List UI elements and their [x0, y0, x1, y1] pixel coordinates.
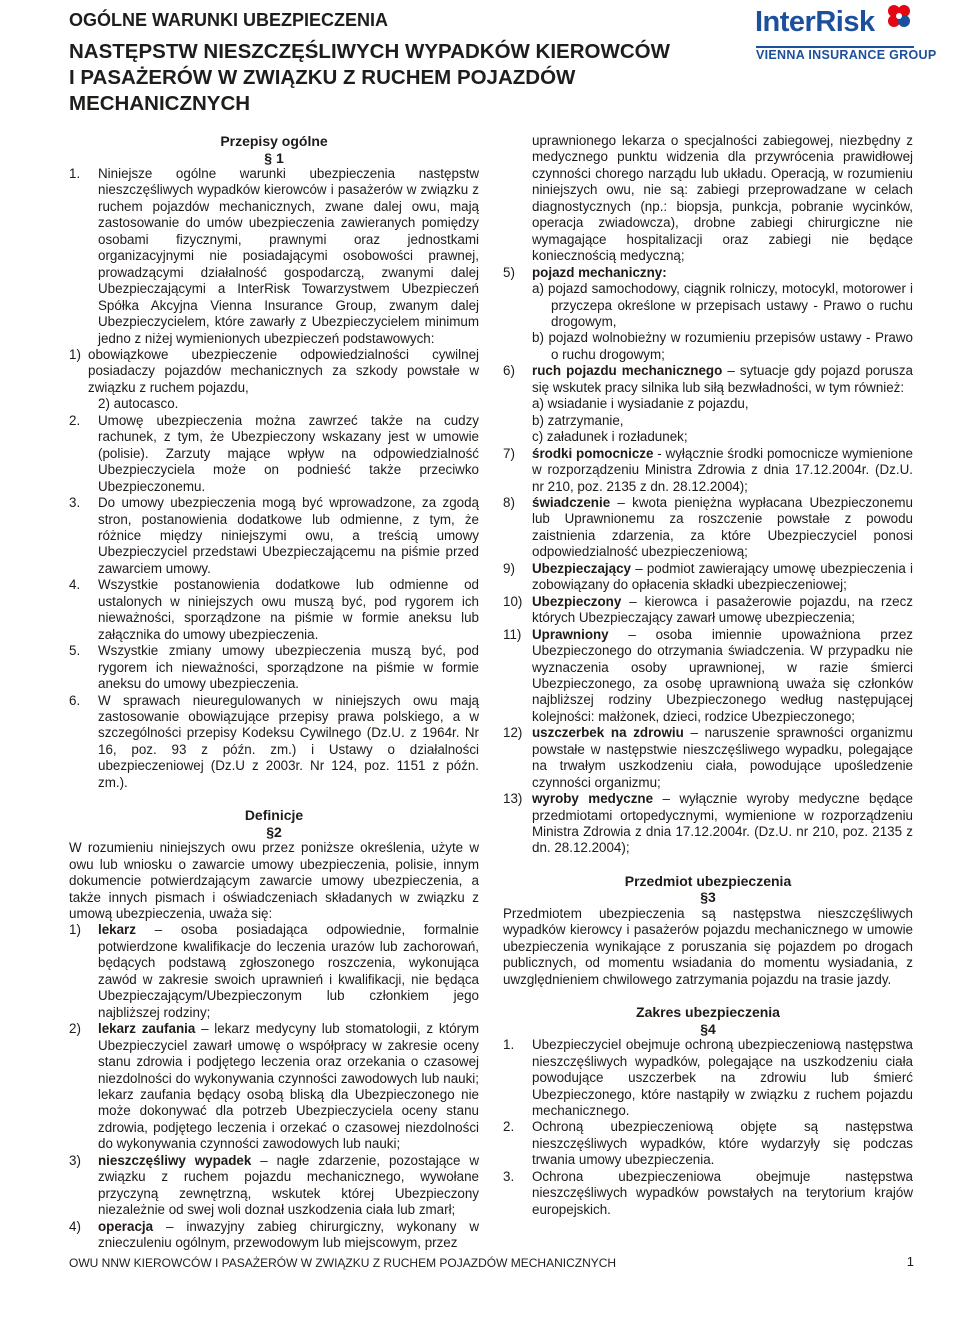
definition-term: świadczenie [532, 494, 611, 510]
list-item [503, 1119, 913, 1168]
footer-text: OWU NNW KIEROWCÓW I PASAŻERÓW W ZWIĄZKU Z RUCHEM POJAZDÓW MECHANICZNYCH [69, 1256, 617, 1270]
sub-list-item: c) załadunek i rozładunek; [532, 429, 688, 445]
sub-list-item: a) pojazd samochodowy, ciągnik rolniczy, motocykl, motorower i przyczepa określone w przepisach ustawy - Prawo o ruchu drogowym, [532, 281, 913, 329]
definition-item [503, 594, 913, 627]
list-item [69, 643, 479, 692]
item-number: 6) [503, 363, 515, 379]
section-title: Przepisy ogólne [220, 133, 328, 149]
item-number: 5. [69, 643, 81, 659]
item-number: 11) [503, 626, 522, 642]
section-intro: W rozumieniu niniejszych owu przez poniższe określenia, użyte w owu lub wniosku o zawarcie umowy ubezpieczenia, polisie, innym dokumencie potwierdzającym zawarcie umowy ubezpieczenia, a także innych pismach i oświadczeniach składanych w związku z umową ubezpieczenia, uważa się: [69, 840, 479, 922]
section-number: §2 [266, 823, 282, 840]
definition-item [503, 265, 913, 364]
item-number: 5) [503, 264, 515, 280]
item-number: 7) [503, 445, 515, 461]
item-text: Wszystkie zmiany umowy ubezpieczenia muszą być, pod rygorem ich nieważności, sporządzone na piśmie w formie aneksu do umowy ubezpieczenia. [98, 643, 479, 692]
definition-item [69, 1219, 479, 1252]
sub-list-item: b) zatrzymanie, [532, 412, 624, 428]
logo-flower-icon [884, 2, 914, 32]
list-item [503, 1037, 913, 1119]
item-number: 3) [69, 1152, 81, 1168]
definition-item [69, 1021, 479, 1153]
item-number: 12) [503, 725, 523, 741]
item-text: Ochrona ubezpieczeniowa obejmuje następstwa nieszczęśliwych wypadków powstałych na terytorium krajów europejskich. [532, 1168, 913, 1217]
item-number: 2) [69, 1021, 81, 1037]
page-number: 1 [906, 1254, 914, 1269]
item-number: 2. [503, 1119, 515, 1135]
sub-list-item [69, 347, 479, 396]
section-number: §4 [700, 1020, 716, 1037]
sub-list-item: a) wsiadanie i wysiadanie z pojazdu, [532, 396, 749, 412]
definition-text: – osoba posiadająca odpowiednie, formalnie potwierdzone kwalifikacje do leczenia urazów lub zachorowań, będących podstawą zgłoszonego roszczenia, wykonująca zawód w zakresie swoich uprawnień i kwalifikacji, nie będąca Ubezpieczającym/Ubezpieczonym lub członkiem jego najbliższej rodziny; [98, 922, 479, 1020]
item-number: 3. [503, 1168, 515, 1184]
logo-brand-text: InterRisk [755, 6, 875, 38]
list-item [69, 577, 479, 643]
section-title: Definicje [244, 807, 304, 824]
item-number: 13) [503, 791, 523, 807]
definition-text: – osoba imiennie upoważniona przez Ubezpieczonego do otrzymania świadczenia. W przypadku nie wyznaczenia osoby uprawnionej, w razie śmierci Ubezpieczonego, za osobę uprawnioną uważa się członków najbliższej rodziny Ubezpieczonego według następującej kolejności: małżonek, dzieci, rodzice Ubezpieczonego; [532, 626, 913, 724]
item-number: 3. [69, 495, 81, 511]
definition-text: – podmiot zawierający umowę ubezpieczenia i zobowiązany do opłacenia składki ubezpieczeniowej; [532, 560, 913, 593]
definition-term: lekarz [98, 922, 136, 938]
section-text: Przedmiotem ubezpieczenia są następstwa nieszczęśliwych wypadków kierowcy i pasażerów pojazdu mechanicznego w umowie ubezpieczenia wynikające z poruszania się pojazdem po drogach publicznych, od momentu wsiadania do momentu wysiadania, z uwzględnieniem chwilowego zatrzymania pojazdu na trasie jazdy. [503, 905, 913, 987]
definition-term: Ubezpieczony [532, 593, 622, 609]
item-number: 1. [503, 1037, 515, 1053]
definition-item [69, 922, 479, 1021]
sub-list-item: b) pojazd wolnobieżny w rozumieniu przepisów ustawy - Prawo o ruchu drogowym; [532, 330, 913, 362]
definition-item [503, 495, 913, 561]
definition-term: pojazd mechaniczny: [532, 264, 667, 280]
definition-term: operacja [98, 1218, 154, 1234]
definition-item [69, 1153, 479, 1219]
definition-item [503, 446, 913, 495]
document-title-line-1: NASTĘPSTW NIESZCZĘŚLIWYCH WYPADKÓW KIEROWCÓW [69, 40, 670, 63]
item-number: 8) [503, 494, 515, 510]
definition-text: – kwota pieniężna wypłacana Ubezpieczonemu lub Uprawnionemu za roszczenie powstałe z powodu zaistnienia zdarzenia, za które Ubezpieczyciel ponosi odpowiedzialność ubezpieczeniową; [532, 494, 913, 560]
definition-term: nieszczęśliwy wypadek [98, 1152, 252, 1168]
definition-text: – sytuacje gdy pojazd porusza się wskutek pracy silnika lub siłą bezwładności, w tym również: [532, 363, 913, 395]
item-number: 6. [69, 692, 81, 708]
definition-term: wyroby medyczne [532, 791, 654, 807]
item-text: W sprawach nieuregulowanych w niniejszych owu mają zastosowanie obowiązujące przepisy prawa polskiego, a w szczególności przepisy Kodeksu Cywilnego (Dz.U. z 1964r. Nr 16, poz. 93 z późn. zm.) i Ustawy o działalności ubezpieczeniowej (Dz.U z 2003r. Nr 124, poz. 1151 z późn. zm.). [98, 692, 479, 790]
definition-text: – nagłe zdarzenie, pozostające w związku z ruchem pojazdu mechanicznego, wywołane przyczyną zewnętrzną, wskutek której Ubezpieczony niezależnie od swej woli doznał uszkodzenia ciała lub zmarł; [98, 1152, 479, 1218]
page-footer [69, 1256, 914, 1270]
definition-text: – inwazyjny zabieg chirurgiczny, wykonany w znieczuleniu ogólnym, przewodowym lub miejscowym, przez [98, 1218, 479, 1251]
definition-item [503, 791, 913, 857]
definition-term: środki pomocnicze [532, 445, 654, 461]
interrisk-logo [752, 2, 937, 66]
item-text: Ubezpieczyciel obejmuje ochroną ubezpieczeniową następstwa nieszczęśliwych wypadków, polegające na uszkodzeniu ciała powodujące uszczerbek na zdrowiu lub śmierć Ubezpieczonego, które nastąpiły w związku z ruchem pojazdu mechanicznego. [532, 1037, 913, 1119]
item-text: Do umowy ubezpieczenia mogą być wprowadzone, za zgodą stron, postanowienia dodatkowe lub odmienne, z tym, że różnice między niniejszymi owu, a treścią umowy Ubezpieczyciel przedstawi Ubezpieczającemu na piśmie przed zawarciem umowy. [98, 495, 479, 576]
section-title: Zakres ubezpieczenia [636, 1004, 780, 1021]
right-column [503, 133, 913, 1218]
item-number: 2. [69, 412, 81, 428]
section-title: Przedmiot ubezpieczenia [624, 872, 792, 889]
definition-continuation: uprawnionego lekarza o specjalności zabiegowej, niezbędny z medycznego punktu widzenia dla przywrócenia prawidłowej czynności chorego narządu lub układu. Operacją, w rozumieniu niniejszych owu, nie są: zabiegi przeprowadzane w celach diagnostycznych (np.: biopsja, punkcja, pobranie wycinków, operacja zwiadowcza), drobne zabiegi chirurgiczne nie wymagające hospitalizacji oraz zabiegi nie będące koniecznością medyczną; [532, 133, 913, 264]
document-title [69, 39, 759, 117]
definition-item [503, 627, 913, 726]
logo-group-text: VIENNA INSURANCE GROUP [756, 48, 937, 62]
item-number: 9) [503, 560, 515, 576]
definition-term: ruch pojazdu mechanicznego [532, 363, 723, 379]
left-column [69, 133, 479, 1252]
item-number: 1) [69, 922, 81, 938]
item-number: 10) [503, 593, 523, 609]
section-number: § 1 [264, 149, 284, 166]
sub-list-item: 2) autocasco. [98, 396, 179, 412]
item-number: 1. [69, 166, 81, 181]
item-number: 1) [69, 346, 81, 362]
definition-item [503, 363, 913, 445]
list-item [69, 166, 479, 347]
item-text: Ochroną ubezpieczeniową objęte są następstwa nieszczęśliwych wypadków, które wydarzyły się podczas trwania umowy ubezpieczenia. [532, 1119, 913, 1168]
list-item [69, 495, 479, 577]
definition-item [503, 725, 913, 791]
list-item [69, 693, 479, 792]
item-number: 4) [69, 1218, 81, 1234]
document-title-small: OGÓLNE WARUNKI UBEZPIECZENIA [69, 10, 389, 30]
definition-text: – kierowca i pasażerowie pojazdu, na rzecz których Ubezpieczający zawarł umowę ubezpieczenia; [532, 593, 913, 626]
item-text: Niniejsze ogólne warunki ubezpieczenia następstw nieszczęśliwych wypadków kierowców i pasażerów w związku z ruchem pojazdów mechanicznych, zwane dalej owu, mają zastosowanie do umów ubezpieczenia zawieranych pomiędzy osobami fizycznymi, prawnymi oraz jednostkami organizacyjnymi nie posiadającymi osobowości prawnej, prowadzącymi działalność gospodarczą, zwanymi dalej Ubezpieczającymi a InterRisk Towarzystwem Ubezpieczeń Spółka Akcyjna Vienna Insurance Group, zwanym dalej Ubezpieczycielem, które zawarły z Ubezpieczycielem minimum jedno z niżej wymienionych ubezpieczeń podstawowych: [98, 166, 479, 346]
list-item [69, 413, 479, 495]
document-header [69, 8, 759, 117]
definition-text: - wyłącznie środki pomocnicze wymienione w rozporządzeniu Ministra Zdrowia z dnia 17.12.2004r. (Dz.U. nr 210, poz. 2135 z dn. 28.12.2004); [532, 445, 913, 494]
definition-term: Uprawniony [532, 626, 609, 642]
definition-term: uszczerbek na zdrowiu [532, 725, 684, 741]
list-item [503, 1169, 913, 1218]
item-text: obowiązkowe ubezpieczenie odpowiedzialności cywilnej posiadaczy pojazdów mechanicznych za szkody powstałe w związku z ruchem pojazdu, [88, 346, 479, 395]
definition-term: Ubezpieczający [532, 560, 631, 576]
definition-text: – lekarz medycyny lub stomatologii, z którym Ubezpieczyciel zawarł umowę o współpracy w zakresie oceny stanu zdrowia i podjętego leczenia oraz orzekania o czasowej niezdolności do wykonywania czynności zawodowych lub nauki; lekarz zaufania będący osobą bliską dla Ubezpieczonego nie może dokonywać dla potrzeb Ubezpieczyciela oceny stanu zdrowia, podjętego leczenia i orzekać o czasowej niezdolności do wykonywania czynności zawodowych lub nauki; [98, 1021, 479, 1152]
definition-term: lekarz zaufania [98, 1021, 196, 1037]
item-number: 4. [69, 577, 81, 593]
item-text: Wszystkie postanowienia dodatkowe lub odmienne od ustalonych w niniejszych owu muszą być, pod rygorem ich nieważności, sporządzone na piśmie w formie aneksu lub załącznika do umowy ubezpieczenia. [98, 577, 479, 642]
definition-item [503, 561, 913, 594]
document-title-line-2: I PASAŻERÓW W ZWIĄZKU Z RUCHEM POJAZDÓW MECHANICZNYCH [69, 66, 576, 115]
definition-text: – naruszenie sprawności organizmu powstałe w następstwie nieszczęśliwego wypadku, polegające na trwałym uszkodzeniu ciała, powodujące upośledzenie czynności organizmu; [532, 725, 913, 790]
definition-text: – wyłącznie wyroby medyczne będące przedmiotami ortopedycznymi, wymienione w rozporządzeniu Ministra Zdrowia z dnia 17.12.2004r. (Dz.U. nr 210, poz. 2135 z dn. 28.12.2004); [532, 791, 913, 856]
item-text: Umowę ubezpieczenia można zawrzeć także na cudzy rachunek, z tym, że Ubezpieczony wskazany jest w umowie (polisie). Zarzuty mające wpływ na odpowiedzialność Ubezpieczyciela może on podnieść także przeciwko Ubezpieczonemu. [98, 412, 479, 494]
section-number: §3 [700, 889, 716, 906]
